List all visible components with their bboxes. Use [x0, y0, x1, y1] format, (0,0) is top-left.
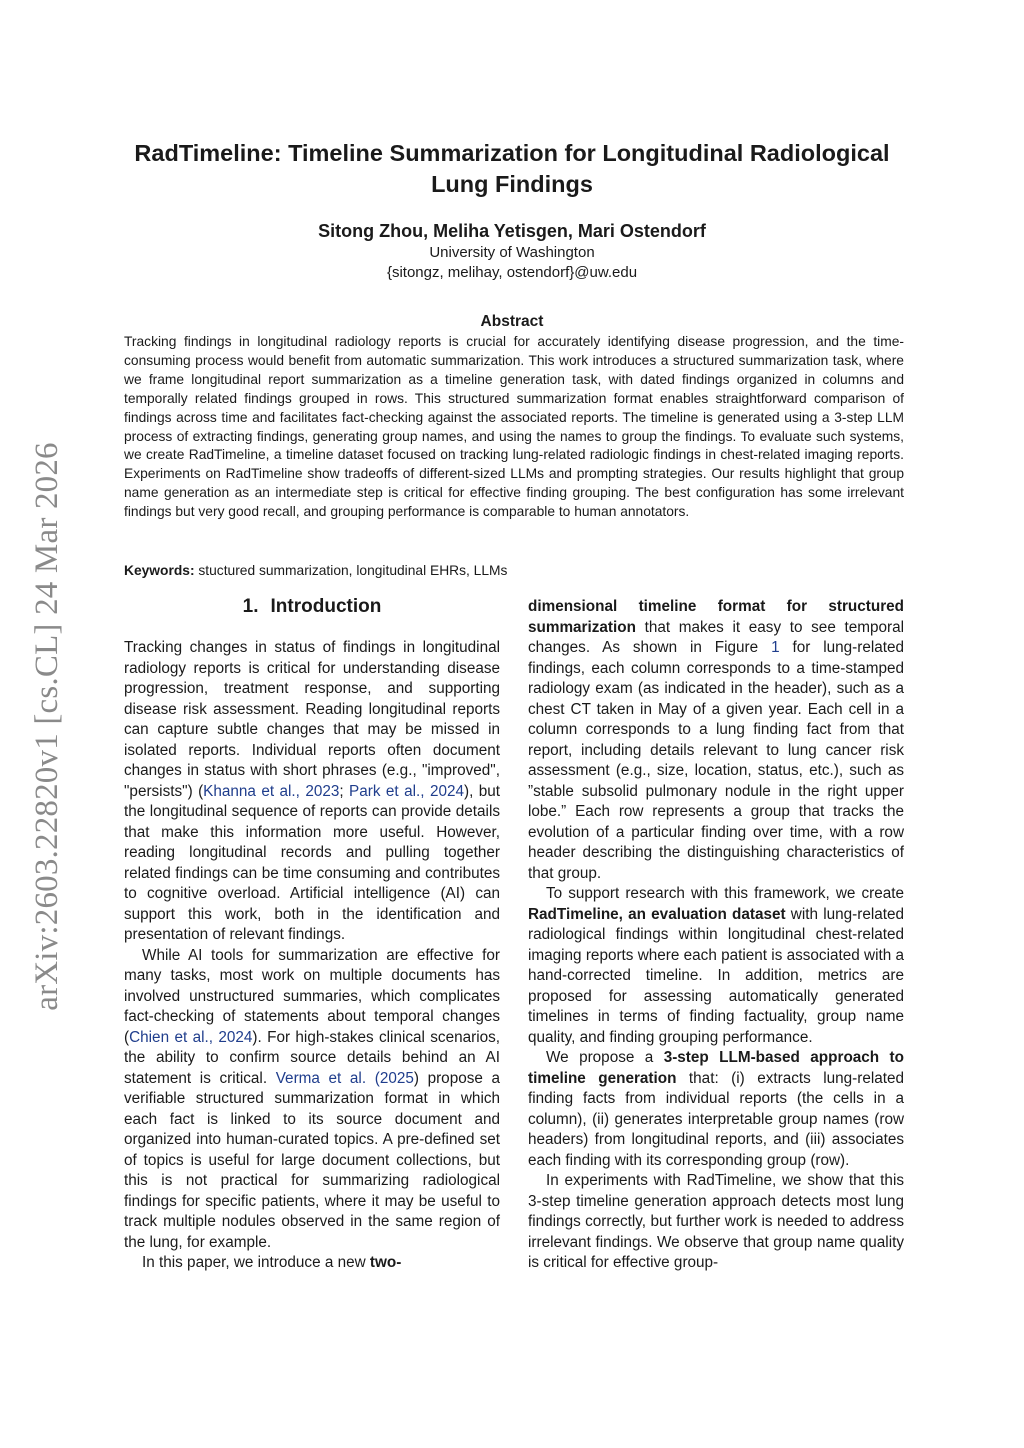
author-list: Sitong Zhou, Meliha Yetisgen, Mari Ostendorf [318, 221, 706, 241]
paragraph-text: To support research with this framework, we create [546, 885, 904, 902]
paragraph-text: ), but the longitudinal sequence of reports can provide details that make this information more useful. However, reading longitudinal records and pulling together related findings can be time consuming and contributes to cognitive overload. Artificial intelligence (AI) can support this work, both in the identification and presentation of relevant findings. [124, 782, 500, 943]
affiliation-block [112, 243, 912, 283]
citation-link-park[interactable]: Park et al., 2024 [349, 782, 464, 800]
citation-year: 2024 [429, 782, 464, 800]
citation-author: Khanna et al. [203, 782, 296, 800]
intro-paragraph-4 [528, 884, 904, 1048]
bold-phrase-fragment: two- [369, 1254, 402, 1271]
paper-title: RadTimeline: Timeline Summarization for Longitudinal Radiological Lung Findings [134, 140, 890, 197]
citation-author: Chien et al. [129, 1028, 209, 1046]
intro-paragraph-2 [124, 946, 500, 1254]
paragraph-text: In this paper, we introduce a new [142, 1254, 370, 1271]
citation-link-chien[interactable]: Chien et al., 2024 [129, 1028, 253, 1046]
intro-paragraph-3-cont [528, 597, 904, 884]
paragraph-text: We propose a [546, 1049, 664, 1066]
figure-reference-link[interactable]: 1 [771, 639, 780, 656]
arxiv-identifier: arXiv:2603.22820v1 [cs.CL] 24 Mar 2026 [28, 441, 65, 1011]
paragraph-text: for lung-related findings, each column corresponds to a time-stamped radiology exam (as indicated in the header), such as a chest CT taken in May of a given year. Each cell in a column corresponds to a lung finding fact from that report, including details relevant to lung cancer risk assessment (e.g., size, location, status, etc.), such as ”stable subsolid pulmonary nodule in the right upper lobe.” Each row represents a group that tracks the evolution of a particular finding over time, with a row header describing the distinguishing characteristics of that group. [528, 639, 905, 882]
bold-phrase-dataset: RadTimeline, an evaluation dataset [528, 905, 786, 923]
keywords-text: stuctured summarization, longitudinal EHRs, LLMs [198, 563, 508, 578]
keywords-line [124, 561, 904, 580]
author-emails: {sitongz, melihay, ostendorf}@uw.edu [386, 264, 638, 281]
paragraph-text: that makes it easy to see temporal changes. As shown in Figure [528, 618, 904, 656]
citation-author: Park et al. [349, 782, 421, 800]
left-column [124, 594, 500, 1274]
intro-paragraph-5 [528, 1048, 904, 1171]
citation-separator: ; [339, 782, 350, 800]
intro-paragraph-3-start [124, 1253, 500, 1274]
keywords-label: Keywords: [124, 563, 195, 578]
abstract-text: Tracking findings in longitudinal radiology reports is crucial for accurately identifying disease progression, and the time-consuming process would benefit from automatic summarization. This work introduces a structured summarization task, where we frame longitudinal report summarization as a timeline generation task, with dated findings organized in columns and temporally related findings grouped in rows. This structured summarization format enables straightforward comparison of findings across time and facilitates fact-checking against the associated reports. The timeline is generated using a 3-step LLM process of extracting findings, generating group names, and using the names to group the findings. To evaluate such systems, we create RadTimeline, a timeline dataset focused on tracking lung-related radiologic findings in chest-related imaging reports. Experiments on RadTimeline show tradeoffs of different-sized LLMs and prompting strategies. Our results highlight that group name generation as an intermediate step is critical for effective finding grouping. The best configuration has some irrelevant findings but very good recall, and grouping performance is comparable to human annotators. [124, 334, 904, 520]
citation-year: 2025 [379, 1069, 414, 1087]
citation-year: 2023 [305, 782, 340, 800]
paragraph-text: While AI tools for summarization are effective for many tasks, most work on multiple documents has involved unstructured summaries, which complicates fact-checking of statements about temporal changes ( [124, 946, 500, 1046]
paragraph-text: ). For high-stakes clinical scenarios, the ability to confirm source details behind an AI statement is critical. [124, 1028, 501, 1087]
paragraph-text: ) propose a verifiable structured summarization format in which each fact is linked to its source document and organized into human-curated topics. A pre-defined set of topics is useful for large document collections, but this is not practical for summarizing radiological findings for specific patients, where it may be useful to track multiple nodules observed in the same region of the lung, for example. [124, 1069, 500, 1251]
bold-phrase-continued: dimensional timeline format for structured summarization [528, 598, 904, 636]
abstract-heading: Abstract [480, 313, 544, 330]
citation-link-verma[interactable]: Verma et al. (2025 [275, 1069, 414, 1087]
bold-phrase-approach: 3-step LLM-based approach to timeline generation [528, 1049, 904, 1087]
paragraph-text: with lung-related radiological findings within longitudinal chest-related imaging reports where each patient is associated with a hand-corrected timeline. In addition, metrics are proposed for assessing automatically generated timelines in terms of finding factuality, group name quality, and finding grouping performance. [528, 905, 904, 1046]
section-title: Introduction [270, 596, 382, 617]
citation-year: 2024 [218, 1028, 253, 1046]
citation-link-khanna[interactable]: Khanna et al., 2023 [203, 782, 340, 800]
section-number: 1. [242, 596, 259, 617]
section-heading-introduction [124, 594, 500, 620]
intro-paragraph-6 [528, 1171, 904, 1274]
paragraph-text: that: (i) extracts lung-related finding facts from individual reports (the cells in a column), (ii) generates interpretable group names (row headers) from longitudinal reports, and (iii) associates each finding with its corresponding group (row). [528, 1069, 904, 1169]
right-column [528, 597, 904, 1274]
arxiv-identifier-sidebar [22, 416, 72, 1036]
paragraph-text: In experiments with RadTimeline, we show that this 3-step timeline generation approach detects most lung findings correctly, but further work is needed to address irrelevant findings. We observe that group name quality is critical for effective group- [528, 1172, 904, 1271]
affiliation: University of Washington [429, 244, 595, 261]
citation-author: Verma et al. [275, 1069, 367, 1087]
intro-paragraph-1 [124, 638, 500, 946]
paragraph-text: Tracking changes in status of findings in longitudinal radiology reports is critical for understanding disease progression, treatment response, and supporting disease risk assessment. Reading longitudinal reports can capture subtle changes that may be missed in isolated reports. Individual reports often document changes in status with short phrases (e.g., "improved", "persists") ( [124, 639, 500, 800]
